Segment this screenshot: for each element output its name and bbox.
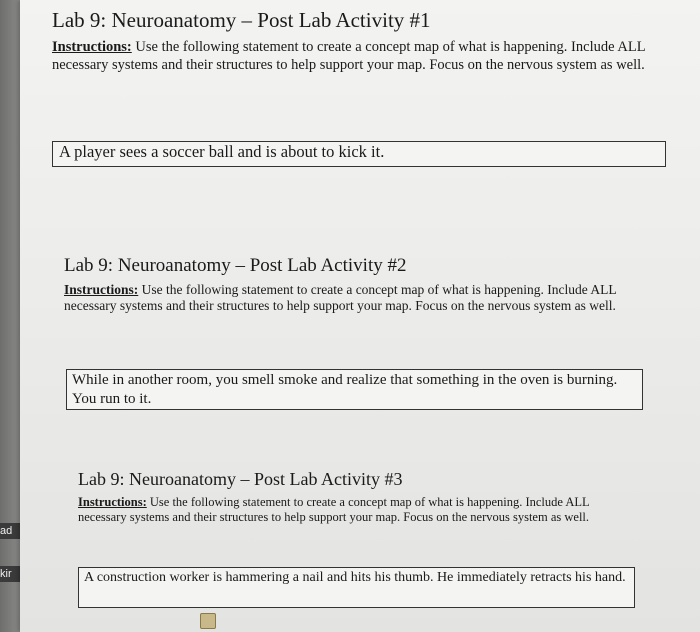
instructions-label: Instructions: [52,39,132,55]
instructions-label: Instructions: [64,282,139,297]
instructions-text: Use the following statement to create a concept map of what is happening. Include ALL necessary systems and their structures to help support your map. Focus on the nervous system as well. [78,495,590,525]
activity-1-statement-box: A player sees a soccer ball and is about to kick it. [52,141,666,167]
edge-text-fragment: kir [0,566,20,582]
instructions-text: Use the following statement to create a concept map of what is happening. Include ALL necessary systems and their structures to help support your map. Focus on the nervous system as well. [52,39,646,73]
instructions-label: Instructions: [78,495,147,509]
activity-3-instructions [78,495,638,526]
activity-2-title: Lab 9: Neuroanatomy – Post Lab Activity #2 [64,255,407,276]
document-tab-icon [200,613,216,629]
activity-2-instructions [64,282,654,315]
activity-2 [64,255,654,315]
activity-3 [78,469,638,526]
activity-1-title: Lab 9: Neuroanatomy – Post Lab Activity #1 [52,8,431,32]
activity-1 [52,8,672,74]
activity-2-statement-box: While in another room, you smell smoke and realize that something in the oven is burning. You run to it. [66,369,643,410]
document-page [20,0,700,632]
activity-3-statement-box: A construction worker is hammering a nail and hits his thumb. He immediately retracts his hand. [78,567,635,608]
edge-text-fragment: ad [0,523,20,539]
activity-1-instructions [52,39,672,74]
activity-3-title: Lab 9: Neuroanatomy – Post Lab Activity #3 [78,469,403,489]
instructions-text: Use the following statement to create a concept map of what is happening. Include ALL necessary systems and their structures to help support your map. Focus on the nervous system as well. [64,282,617,314]
